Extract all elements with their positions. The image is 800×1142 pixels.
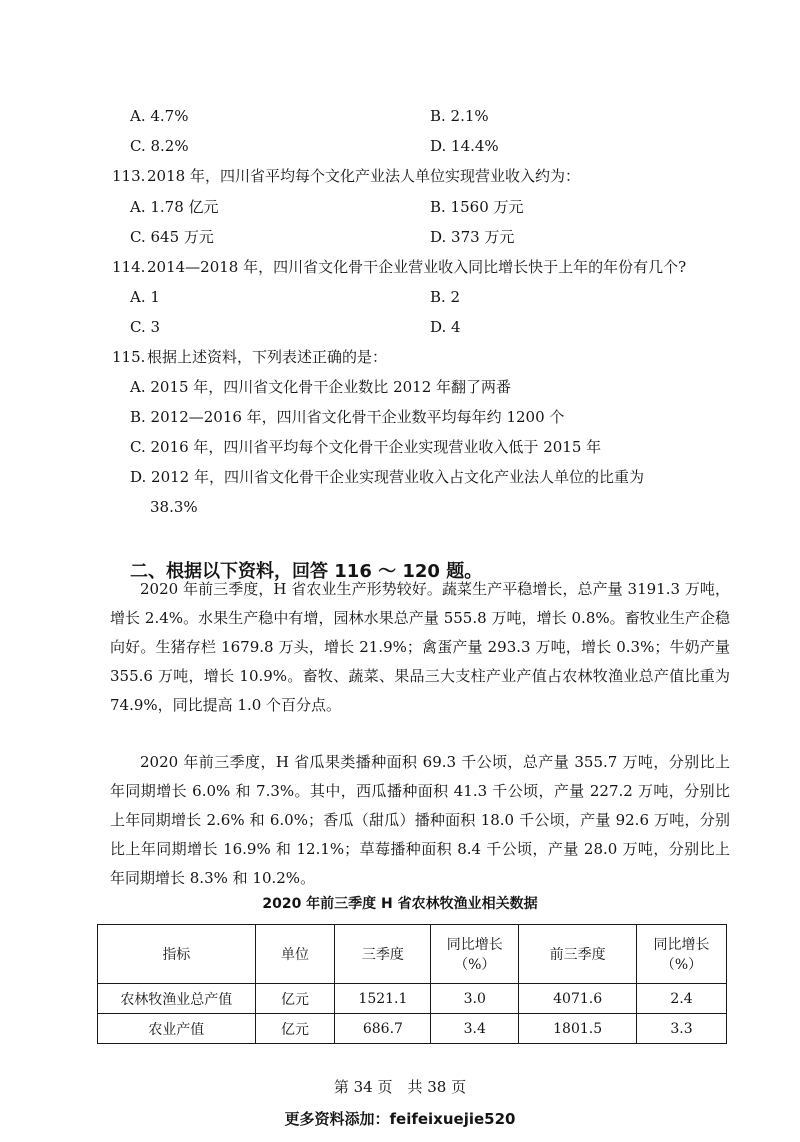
header-yoy-q3-line1: 同比增长 bbox=[446, 937, 503, 953]
q112-option-a: A. 4.7% bbox=[130, 107, 189, 125]
q113-options-row-1 bbox=[0, 193, 800, 221]
q115-option-b-row bbox=[0, 403, 800, 431]
q115-stem bbox=[0, 343, 800, 371]
q113-option-d: D. 373 万元 bbox=[430, 228, 515, 246]
q114-option-c: C. 3 bbox=[130, 318, 161, 336]
q114-option-a: A. 1 bbox=[130, 288, 160, 306]
cell-yoy-q3: 3.0 bbox=[431, 984, 519, 1014]
q112-option-d: D. 14.4% bbox=[430, 137, 499, 155]
header-yoy-first3-line1: 同比增长 bbox=[653, 937, 710, 953]
q113-option-a: A. 1.78 亿元 bbox=[130, 198, 219, 216]
q115-option-d: D. 2012 年，四川省文化骨干企业实现营业收入占文化产业法人单位的比重为 bbox=[130, 468, 644, 486]
cell-first3: 4071.6 bbox=[519, 984, 637, 1014]
cell-yoy-first3: 2.4 bbox=[637, 984, 727, 1014]
table-header-row bbox=[98, 925, 727, 984]
footer-note: 更多资料添加：feifeixuejie520 bbox=[284, 1110, 516, 1128]
cell-first3: 1801.5 bbox=[519, 1014, 637, 1044]
section-2-heading: 二、根据以下资料，回答 116 ～ 120 题。 bbox=[130, 561, 483, 582]
q115-option-d-continued: 38.3% bbox=[150, 498, 198, 516]
header-unit: 单位 bbox=[255, 925, 335, 984]
q113-stem bbox=[0, 162, 800, 190]
cell-indicator: 农林牧渔业总产值 bbox=[98, 984, 256, 1014]
q114-options-row-1 bbox=[0, 283, 800, 311]
header-first-three-quarters: 前三季度 bbox=[519, 925, 637, 984]
q115-text: 根据上述资料，下列表述正确的是： bbox=[147, 348, 388, 366]
cell-q3: 1521.1 bbox=[335, 984, 431, 1014]
table-title: 2020 年前三季度 H 省农林牧渔业相关数据 bbox=[262, 896, 538, 912]
q112-options-row-2 bbox=[0, 132, 800, 160]
q115-option-c: C. 2016 年，四川省平均每个文化骨干企业实现营业收入低于 2015 年 bbox=[130, 438, 602, 456]
table-row bbox=[98, 1014, 727, 1044]
q115-number: 115. bbox=[112, 348, 146, 366]
data-table bbox=[97, 924, 727, 1044]
q113-option-c: C. 645 万元 bbox=[130, 228, 214, 246]
header-yoy-q3 bbox=[431, 925, 519, 984]
q113-text: 2018 年，四川省平均每个文化产业法人单位实现营业收入约为： bbox=[147, 167, 580, 185]
q115-option-a: A. 2015 年，四川省文化骨干企业数比 2012 年翻了两番 bbox=[130, 378, 512, 396]
header-yoy-first3 bbox=[637, 925, 727, 984]
q112-options-row-1 bbox=[0, 102, 800, 130]
cell-yoy-q3: 3.4 bbox=[431, 1014, 519, 1044]
cell-unit: 亿元 bbox=[255, 984, 335, 1014]
q113-number: 113. bbox=[112, 167, 146, 185]
q115-option-a-row bbox=[0, 373, 800, 401]
q114-options-row-2 bbox=[0, 313, 800, 341]
section-2-paragraph-1: 2020 年前三季度，H 省农业生产形势较好。蔬菜生产平稳增长，总产量 3191.3 万吨，增长 2.4%。水果生产稳中有增，园林水果总产量 555.8 万吨，增长 0.8%。畜牧业生产企稳向好。生猪存栏 1679.8 万头，增长 21.9%；禽蛋产量 293.3 万吨，增长 0.3%；牛奶产量 355.6 万吨，增长 10.9%。畜牧、蔬菜、果品三大支柱产业产值占农林牧渔业总产值比重为 74.9%，同比提高 1.0 个百分点。 bbox=[110, 580, 730, 714]
q114-option-d: D. 4 bbox=[430, 318, 461, 336]
q115-option-d-row bbox=[0, 463, 800, 491]
q112-option-b: B. 2.1% bbox=[430, 107, 489, 125]
table-row bbox=[98, 984, 727, 1014]
header-indicator: 指标 bbox=[98, 925, 256, 984]
q113-option-b: B. 1560 万元 bbox=[430, 198, 524, 216]
page-number: 第 34 页 共 38 页 bbox=[333, 1078, 467, 1096]
q114-number: 114. bbox=[112, 258, 146, 276]
q115-option-b: B. 2012—2016 年，四川省文化骨干企业数平均每年约 1200 个 bbox=[130, 408, 565, 426]
q112-option-c: C. 8.2% bbox=[130, 137, 189, 155]
cell-q3: 686.7 bbox=[335, 1014, 431, 1044]
header-q3: 三季度 bbox=[335, 925, 431, 984]
cell-indicator: 农业产值 bbox=[98, 1014, 256, 1044]
header-yoy-q3-line2: （%） bbox=[454, 957, 496, 973]
cell-unit: 亿元 bbox=[255, 1014, 335, 1044]
header-yoy-first3-line2: （%） bbox=[660, 957, 703, 973]
cell-yoy-first3: 3.3 bbox=[637, 1014, 727, 1044]
q114-option-b: B. 2 bbox=[430, 288, 461, 306]
q113-options-row-2 bbox=[0, 223, 800, 251]
q114-stem bbox=[0, 253, 800, 281]
q115-option-d-continued-row bbox=[0, 493, 800, 521]
q114-text: 2014—2018 年，四川省文化骨干企业营业收入同比增长快于上年的年份有几个? bbox=[147, 258, 687, 276]
q115-option-c-row bbox=[0, 433, 800, 461]
section-2-paragraph-2: 2020 年前三季度，H 省瓜果类播种面积 69.3 千公顷，总产量 355.7 万吨，分别比上年同期增长 6.0% 和 7.3%。其中，西瓜播种面积 41.3 千公顷，产量 227.2 万吨，分别比上年同期增长 2.6% 和 6.0%；香瓜（甜瓜）播种面积 18.0 千公顷，产量 92.6 万吨，分别比上年同期增长 16.9% 和 12.1%；草莓播种面积 8.4 千公顷，产量 28.0 万吨，分别比上年同期增长 8.3% 和 10.2%。 bbox=[110, 753, 730, 887]
